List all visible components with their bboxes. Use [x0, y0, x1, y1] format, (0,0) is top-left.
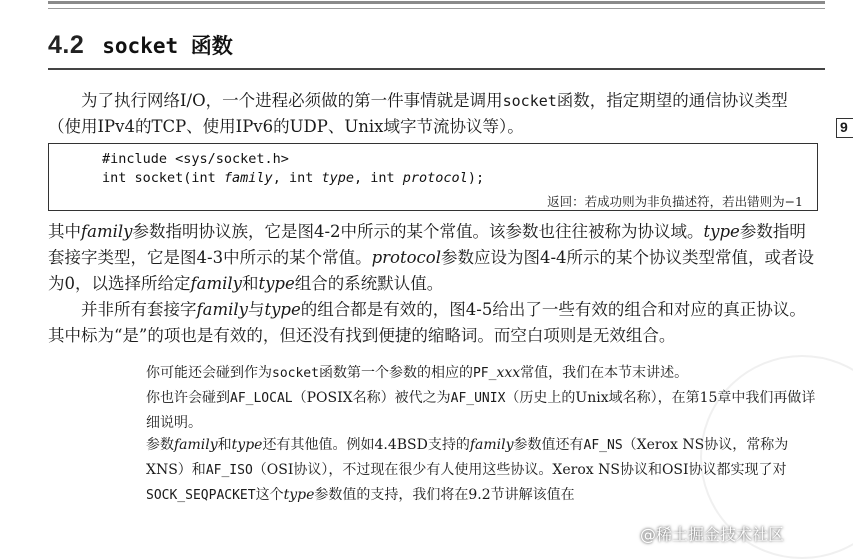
italic-term: family: [174, 437, 218, 453]
code-text: AF_NS: [583, 438, 623, 453]
top-rule: [48, 1, 825, 4]
section-heading: [48, 30, 233, 66]
code-arg: protocol: [402, 170, 468, 186]
text: 参数应设为图4-4所示的某个协议类型常值，或者设为0，以选择所给定: [48, 248, 815, 293]
text: 为了执行网络I/O，一个进程必须做的第一件事情就是调用: [81, 91, 503, 110]
text: 常值，我们在本节末讲述。: [520, 365, 689, 381]
italic-term: type: [264, 300, 301, 319]
code-text: socket: [272, 366, 319, 381]
text: 组合的系统默认值。: [294, 274, 444, 293]
italic-term: protocol: [371, 248, 441, 267]
text: 函数，指定期望的通信协议类型（使用IPv4的TCP、使用IPv6的UDP、Unix域字节流协议等）。: [48, 91, 788, 136]
text: 参数指明协议族，它是图4-2中所示的某个常值。该参数也往往被称为协议域。: [132, 222, 704, 241]
code-text: SOCK_SEQPACKET: [146, 488, 256, 503]
text: 与: [247, 300, 265, 319]
code-include: #include <sys/socket.h>: [102, 151, 289, 167]
code-returns: 返回：若成功则为非负描述符，若出错则为−1: [547, 194, 803, 209]
text: 还有其他值。例如4.4BSD支持的: [262, 437, 470, 453]
section-number: 4.2: [48, 31, 85, 59]
watermark: @稀土掘金技术社区: [640, 525, 785, 544]
text: 参数: [146, 437, 174, 453]
italic-term: type: [258, 274, 295, 293]
italic-term: type: [231, 437, 263, 453]
italic-term: family: [469, 437, 514, 453]
note-pf-constants: [146, 361, 818, 386]
code-text: socket: [502, 92, 557, 110]
italic-term: xxx: [496, 365, 521, 381]
text: 的组合都是有效的，图4-5给出了一些有效的组合和对应的真正协议。其中标为“是”的项也是有效的，但还没有找到便捷的缩略词。而空白项则是无效组合。: [48, 300, 806, 345]
section-title: socket 函数: [102, 34, 233, 58]
code-text: AF_LOCAL: [230, 391, 293, 406]
text: 其中: [48, 222, 81, 241]
code-text: int socket(int: [102, 170, 224, 186]
text: 并非所有套接字: [81, 300, 197, 319]
text: 和: [217, 437, 232, 453]
heading-rule: [48, 68, 825, 70]
text: （OSI协议），不过现在很少有人使用这些协议。Xerox NS协议和OSI协议都实现了对: [252, 462, 787, 478]
code-text: AF_ISO: [205, 463, 253, 478]
text: 参数指明套接字类型，它是图4-3中所示的某个常值。: [48, 222, 806, 267]
code-text: PF_: [472, 366, 497, 381]
text: 参数值还有: [513, 437, 584, 453]
top-rule-thin: [48, 8, 825, 9]
paragraph-intro: [48, 88, 818, 140]
text: 你可能还会碰到作为: [146, 365, 272, 381]
text: （POSIX名称）被代之为: [292, 390, 451, 406]
paragraph-params: [48, 219, 818, 297]
text: （Xerox NS协议，常称为XNS）和: [146, 437, 789, 478]
italic-term: family: [81, 222, 133, 241]
italic-term: family: [196, 300, 248, 319]
text: 你也许会碰到: [146, 390, 230, 406]
italic-term: type: [703, 222, 740, 241]
code-text: , int: [272, 170, 322, 186]
code-box: [48, 143, 818, 211]
text: 这个: [255, 487, 284, 503]
text: 和: [241, 274, 259, 293]
code-text: AF_UNIX: [450, 391, 506, 406]
code-text: , int: [354, 170, 403, 186]
italic-term: family: [190, 274, 242, 293]
text: （历史上的Unix域名称），在第15章中我们再做详细说明。: [146, 390, 816, 431]
code-text: );: [467, 170, 485, 186]
italic-term: type: [283, 487, 315, 503]
code-arg: type: [321, 170, 354, 186]
paragraph-combinations: [48, 297, 818, 349]
text: 参数值的支持，我们将在9.2节讲解该值在: [314, 487, 575, 503]
code-signature: [102, 170, 484, 186]
code-arg: family: [223, 170, 273, 186]
text: 函数第一个参数的相应的: [318, 365, 473, 381]
margin-page-number: 9: [836, 118, 853, 138]
